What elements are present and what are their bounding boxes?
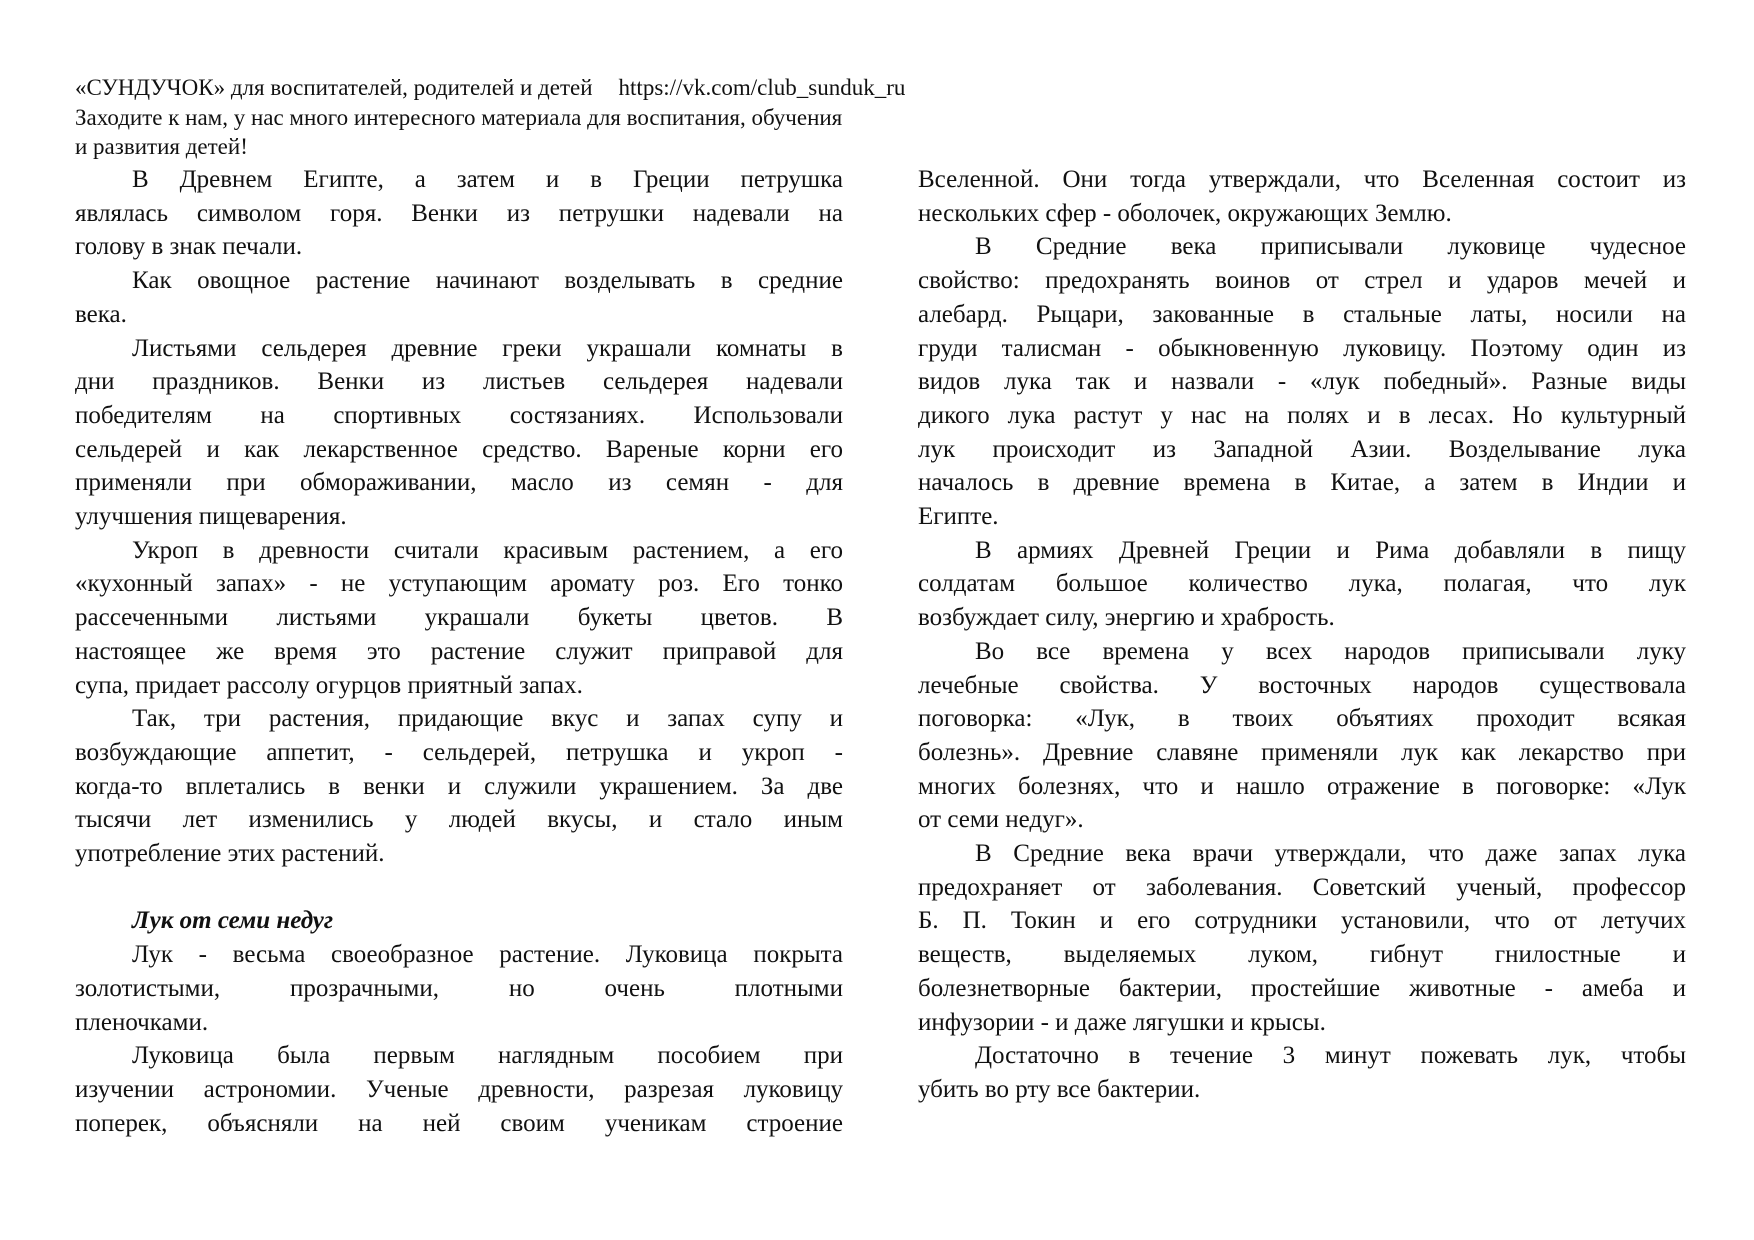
- paragraph-line: Так, три растения, придающие вкус и запах супу и: [132, 705, 843, 733]
- paragraph-line: употребление этих растений.: [75, 840, 385, 867]
- paragraph-line: болезнетворные бактерии, простейшие животные - амеба и: [918, 974, 1686, 1002]
- paragraph-line: рассеченными листьями украшали букеты цветов. В: [75, 604, 843, 632]
- paragraph-line: изучении астрономии. Ученые древности, разрезая луковицу: [75, 1075, 843, 1103]
- paragraph-line: солдатам большое количество лука, полагая, что лук: [918, 570, 1686, 598]
- paragraph-line: Достаточно в течение 3 минут пожевать лук, чтобы: [975, 1042, 1686, 1070]
- paragraph-line: многих болезнях, что и нашло отражение в поговорке: «Лук: [918, 772, 1686, 800]
- paragraph-line: поперек, объясняли на ней своим ученикам строение: [75, 1109, 843, 1137]
- paragraph-line: Лук - весьма своеобразное растение. Луковица покрыта: [132, 941, 843, 969]
- paragraph-line: лечебные свойства. У восточных народов существовала: [918, 671, 1686, 699]
- paragraph-line: алебард. Рыцари, закованные в стальные латы, носили на: [918, 300, 1686, 328]
- paragraph-line: В Средние века приписывали луковице чудесное: [975, 233, 1686, 261]
- paragraph-line: настоящее же время это растение служит приправой для: [75, 637, 843, 665]
- header-line-3: и развития детей!: [75, 134, 248, 159]
- paragraph-line: свойство: предохранять воинов от стрел и ударов мечей и: [918, 267, 1686, 295]
- paragraph-line: В Древнем Египте, а затем и в Греции петрушка: [132, 166, 843, 193]
- paragraph-line: дни праздников. Венки из листьев сельдерея надевали: [75, 368, 843, 396]
- paragraph-line: болезнь». Древние славяне применяли лук как лекарство при: [918, 738, 1686, 766]
- header-url-link[interactable]: https://vk.com/club_sunduk_ru: [618, 75, 906, 100]
- paragraph-line: поговорка: «Лук, в твоих объятиях проходит всякая: [918, 705, 1686, 733]
- paragraph-line: нескольких сфер - оболочек, окружающих Землю.: [918, 199, 1452, 227]
- paragraph-line: Во все времена у всех народов приписывали луку: [975, 637, 1686, 665]
- paragraph-line: века.: [75, 300, 127, 328]
- header-line-1: [75, 73, 905, 103]
- paragraph-line: началось в древние времена в Китае, а затем в Индии и: [918, 469, 1686, 497]
- paragraph-line: предохраняет от заболевания. Советский ученый, профессор: [918, 873, 1686, 901]
- paragraph-line: В Средние века врачи утверждали, что даже запах лука: [975, 840, 1686, 867]
- paragraph-line: когда-то вплетались в венки и служили украшением. За две: [75, 772, 843, 800]
- paragraph-line: применяли при обмораживании, масло из семян - для: [75, 469, 843, 497]
- paragraph-line: дикого лука растут у нас на полях и в лесах. Но культурный: [918, 401, 1686, 429]
- paragraph-line: В армиях Древней Греции и Рима добавляли в пищу: [975, 536, 1686, 564]
- paragraph-line: веществ, выделяемых луком, гибнут гнилостные и: [918, 941, 1686, 969]
- paragraph-line: Вселенной. Они тогда утверждали, что Вселенная состоит из: [918, 166, 1686, 193]
- paragraph-line: Луковица была первым наглядным пособием при: [132, 1042, 843, 1070]
- paragraph-line: победителям на спортивных состязаниях. Использовали: [75, 401, 843, 429]
- paragraph-line: Листьями сельдерея древние греки украшали комнаты в: [132, 334, 843, 362]
- paragraph-line: голову в знак печали.: [75, 233, 303, 261]
- paragraph-line: Как овощное растение начинают возделывать в средние: [132, 267, 843, 295]
- header-title: «СУНДУЧОК» для воспитателей, родителей и детей: [75, 75, 593, 100]
- paragraph-line: являлась символом горя. Венки из петрушки надевали на: [75, 199, 843, 227]
- paragraph-line: Египте.: [918, 503, 999, 530]
- page-header: [75, 73, 905, 162]
- blank-line: [75, 871, 843, 905]
- paragraph-line: пленочками.: [75, 1008, 209, 1036]
- paragraph-line: Укроп в древности считали красивым растением, а его: [132, 536, 843, 564]
- paragraph-line: видов лука так и назвали - «лук победный». Разные виды: [918, 368, 1686, 396]
- section-heading: Лук от семи недуг: [132, 907, 334, 935]
- header-line-2: Заходите к нам, у нас много интересного материала для воспитания, обучения: [75, 104, 843, 130]
- paragraph-line: от семи недуг».: [918, 806, 1084, 834]
- paragraph-line: улучшения пищеварения.: [75, 503, 347, 530]
- paragraph-line: возбуждает силу, энергию и храбрость.: [918, 604, 1335, 632]
- paragraph-line: тысячи лет изменились у людей вкусы, и стало иным: [75, 806, 843, 834]
- paragraph-line: лук происходит из Западной Азии. Возделывание лука: [918, 435, 1686, 463]
- paragraph-line: золотистыми, прозрачными, но очень плотными: [75, 974, 843, 1002]
- paragraph-line: «кухонный запах» - не уступающим аромату роз. Его тонко: [75, 570, 843, 598]
- paragraph-line: Б. П. Токин и его сотрудники установили, что от летучих: [918, 907, 1686, 935]
- paragraph-line: сельдерей и как лекарственное средство. Вареные корни его: [75, 435, 843, 463]
- paragraph-line: груди талисман - обыкновенную луковицу. Поэтому один из: [918, 334, 1686, 362]
- paragraph-line: супа, придает рассолу огурцов приятный запах.: [75, 671, 583, 699]
- paragraph-line: инфузории - и даже лягушки и крысы.: [918, 1008, 1326, 1036]
- paragraph-line: убить во рту все бактерии.: [918, 1075, 1201, 1103]
- paragraph-line: возбуждающие аппетит, - сельдерей, петрушка и укроп -: [75, 738, 843, 766]
